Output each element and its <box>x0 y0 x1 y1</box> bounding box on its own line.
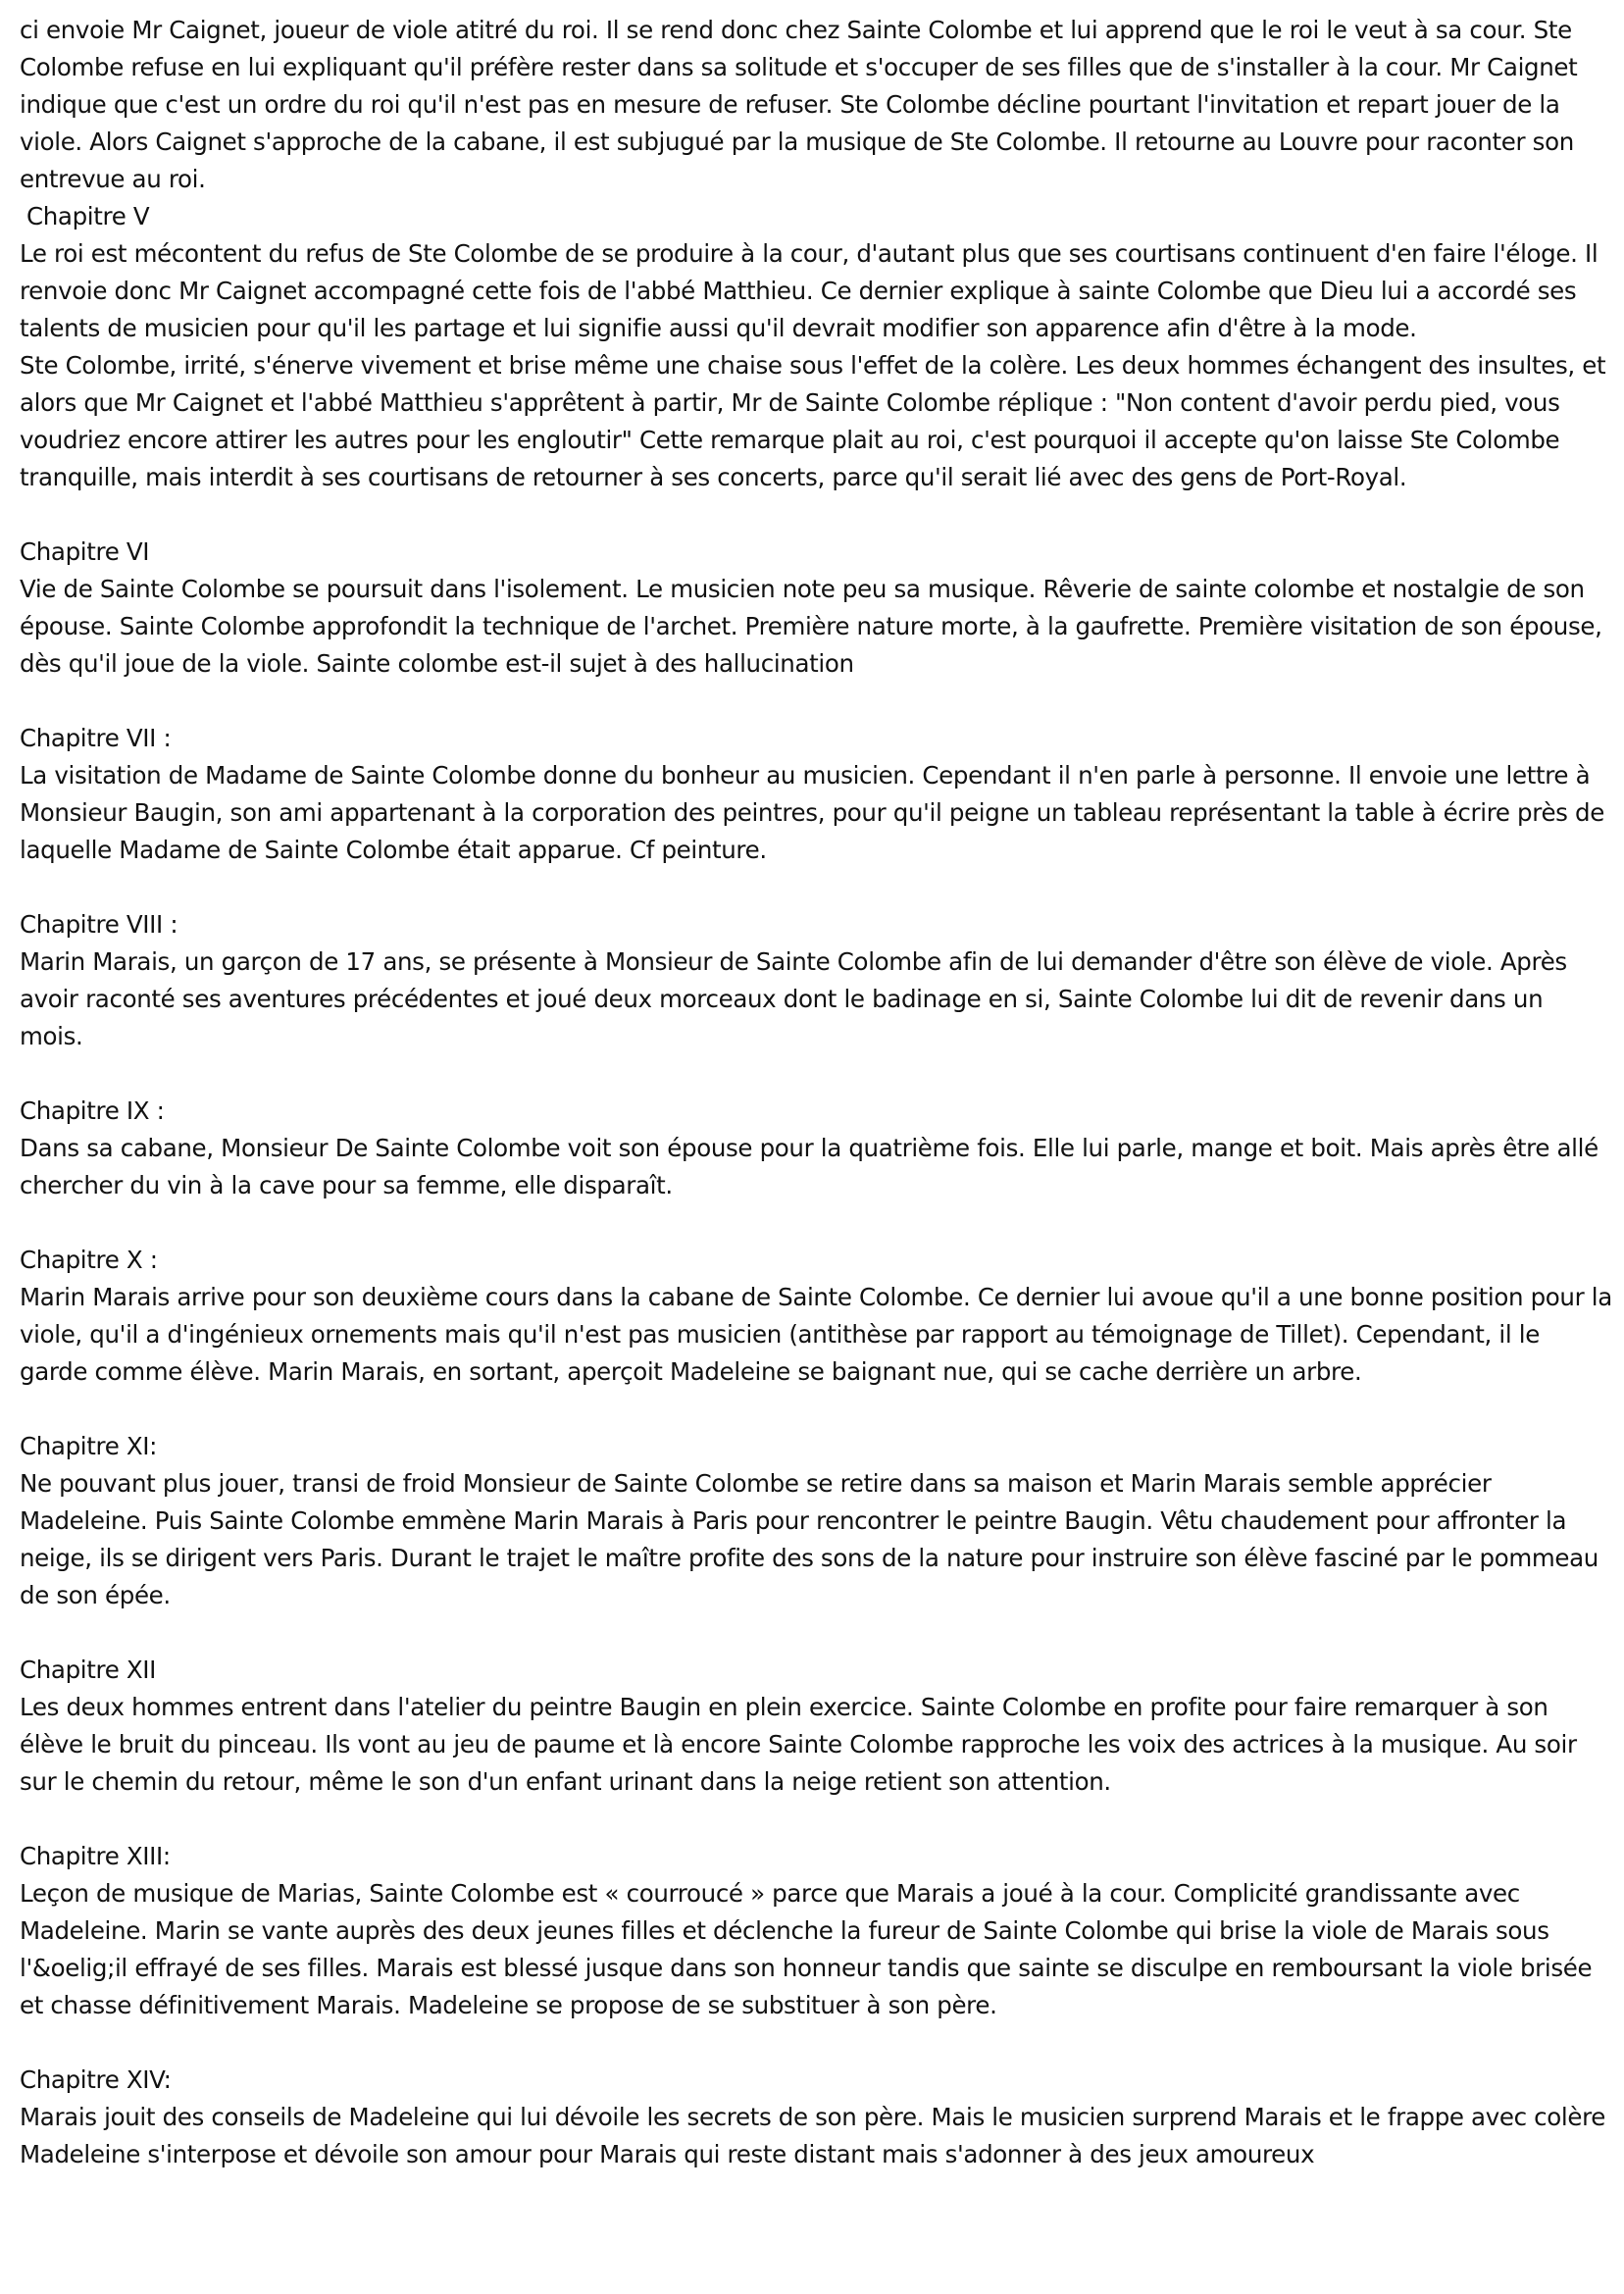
chapter-paragraph: Les deux hommes entrent dans l'atelier du peintre Baugin en plein exercice. Sainte Colombe en profite pour faire remarquer à son élève le bruit du pinceau. Ils vont au jeu de paume et là encore Sainte Colombe rapproche les voix des actrices à la musique. Au soir sur le chemin du retour, même le son d'un enfant urinant dans la neige retient son attention. <box>20 1693 1577 1796</box>
chapter-title: Chapitre V <box>26 202 150 230</box>
chapter-paragraph: Ste Colombe, irrité, s'énerve vivement et brise même une chaise sous l'effet de la colère. Les deux hommes échangent des insultes, et alors que Mr Caignet et l'abbé Matthieu s'apprêtent à partir, Mr de Sainte Colombe réplique : "Non content d'avoir perdu pied, vous voudriez encore attirer les autres pour les engloutir" Cette remarque plait au roi, c'est pourquoi il accepte qu'on laisse Ste Colombe tranquille, mais interdit à ses courtisans de retourner à ses concerts, parce qu'il serait lié avec des gens de Port-Royal. <box>20 351 1606 491</box>
intro-section <box>20 12 1612 198</box>
chapter-paragraph: Ne pouvant plus jouer, transi de froid Monsieur de Sainte Colombe se retire dans sa maison et Marin Marais semble apprécier Madeleine. Puis Sainte Colombe emmène Marin Marais à Paris pour rencontrer le peintre Baugin. Vêtu chaudement pour affronter la neige, ils se dirigent vers Paris. Durant le trajet le maître profite des sons de la nature pour instruire son élève fasciné par le pommeau de son épée. <box>20 1469 1599 1609</box>
chapter-14 <box>20 2062 1612 2173</box>
chapter-paragraph: Dans sa cabane, Monsieur De Sainte Colombe voit son épouse pour la quatrième fois. Elle lui parle, mange et boit. Mais après être allé chercher du vin à la cave pour sa femme, elle disparaît. <box>20 1134 1599 1199</box>
chapter-paragraph: Marin Marais, un garçon de 17 ans, se présente à Monsieur de Sainte Colombe afin de lui demander d'être son élève de viole. Après avoir raconté ses aventures précédentes et joué deux morceaux dont le badinage en si, Sainte Colombe lui dit de revenir dans un mois. <box>20 947 1567 1050</box>
chapter-paragraph: Marin Marais arrive pour son deuxième cours dans la cabane de Sainte Colombe. Ce dernier lui avoue qu'il a une bonne position pour la viole, qu'il a d'ingénieux ornements mais qu'il n'est pas musicien (antithèse par rapport au témoignage de Tillet). Cependant, il le garde comme élève. Marin Marais, en sortant, aperçoit Madeleine se baignant nue, qui se cache derrière un arbre. <box>20 1283 1612 1386</box>
chapter-title: Chapitre XIII: <box>20 1842 171 1870</box>
chapter-title: Chapitre XI: <box>20 1432 158 1460</box>
intro-paragraph: ci envoie Mr Caignet, joueur de viole atitré du roi. Il se rend donc chez Sainte Colombe et lui apprend que le roi le veut à sa cour. Ste Colombe refuse en lui expliquant qu'il préfère rester dans sa solitude et s'occuper de ses filles que de s'installer à la cour. Mr Caignet indique que c'est un ordre du roi qu'il n'est pas en mesure de refuser. Ste Colombe décline pourtant l'invitation et repart jouer de la viole. Alors Caignet s'approche de la cabane, il est subjugué par la musique de Ste Colombe. Il retourne au Louvre pour raconter son entrevue au roi. <box>20 16 1578 193</box>
chapter-10 <box>20 1242 1612 1391</box>
chapter-7 <box>20 720 1612 869</box>
chapter-13 <box>20 1838 1612 2024</box>
chapter-title: Chapitre VI <box>20 537 150 566</box>
chapter-8 <box>20 906 1612 1055</box>
chapter-title: Chapitre XII <box>20 1656 157 1684</box>
chapter-paragraph: La visitation de Madame de Sainte Colombe donne du bonheur au musicien. Cependant il n'en parle à personne. Il envoie une lettre à Monsieur Baugin, son ami appartenant à la corporation des peintres, pour qu'il peigne un tableau représentant la table à écrire près de laquelle Madame de Sainte Colombe était apparue. Cf peinture. <box>20 761 1604 864</box>
chapter-12 <box>20 1652 1612 1801</box>
chapter-title: Chapitre VII : <box>20 724 172 752</box>
chapter-11 <box>20 1428 1612 1614</box>
document-page <box>20 12 1612 2173</box>
chapter-paragraph: Marais jouit des conseils de Madeleine qui lui dévoile les secrets de son père. Mais le musicien surprend Marais et le frappe avec colère Madeleine s'interpose et dévoile son amour pour Marais qui reste distant mais s'adonner à des jeux amoureux <box>20 2103 1605 2168</box>
chapter-paragraph: Leçon de musique de Marias, Sainte Colombe est « courroucé » parce que Marais a joué à la cour. Complicité grandissante avec Madeleine. Marin se vante auprès des deux jeunes filles et déclenche la fureur de Sainte Colombe qui brise la viole de Marais sous l'&oelig;il effrayé de ses filles. Marais est blessé jusque dans son honneur tandis que sainte se disculpe en remboursant la viole brisée et chasse définitivement Marais. Madeleine se propose de se substituer à son père. <box>20 1879 1593 2019</box>
chapter-title: Chapitre XIV: <box>20 2065 172 2094</box>
chapter-title: Chapitre X : <box>20 1246 158 1274</box>
chapter-title: Chapitre VIII : <box>20 910 178 939</box>
chapter-paragraph: Le roi est mécontent du refus de Ste Colombe de se produire à la cour, d'autant plus que ses courtisans continuent d'en faire l'éloge. Il renvoie donc Mr Caignet accompagné cette fois de l'abbé Matthieu. Ce dernier explique à sainte Colombe que Dieu lui a accordé ses talents de musicien pour qu'il les partage et lui signifie aussi qu'il devrait modifier son apparence afin d'être à la mode. <box>20 239 1599 342</box>
chapter-title: Chapitre IX : <box>20 1096 165 1125</box>
chapter-9 <box>20 1093 1612 1204</box>
chapter-6 <box>20 534 1612 683</box>
chapter-5 <box>20 198 1612 496</box>
chapter-paragraph: Vie de Sainte Colombe se poursuit dans l'isolement. Le musicien note peu sa musique. Rêverie de sainte colombe et nostalgie de son épouse. Sainte Colombe approfondit la technique de l'archet. Première nature morte, à la gaufrette. Première visitation de son épouse, dès qu'il joue de la viole. Sainte colombe est-il sujet à des hallucination <box>20 575 1602 678</box>
